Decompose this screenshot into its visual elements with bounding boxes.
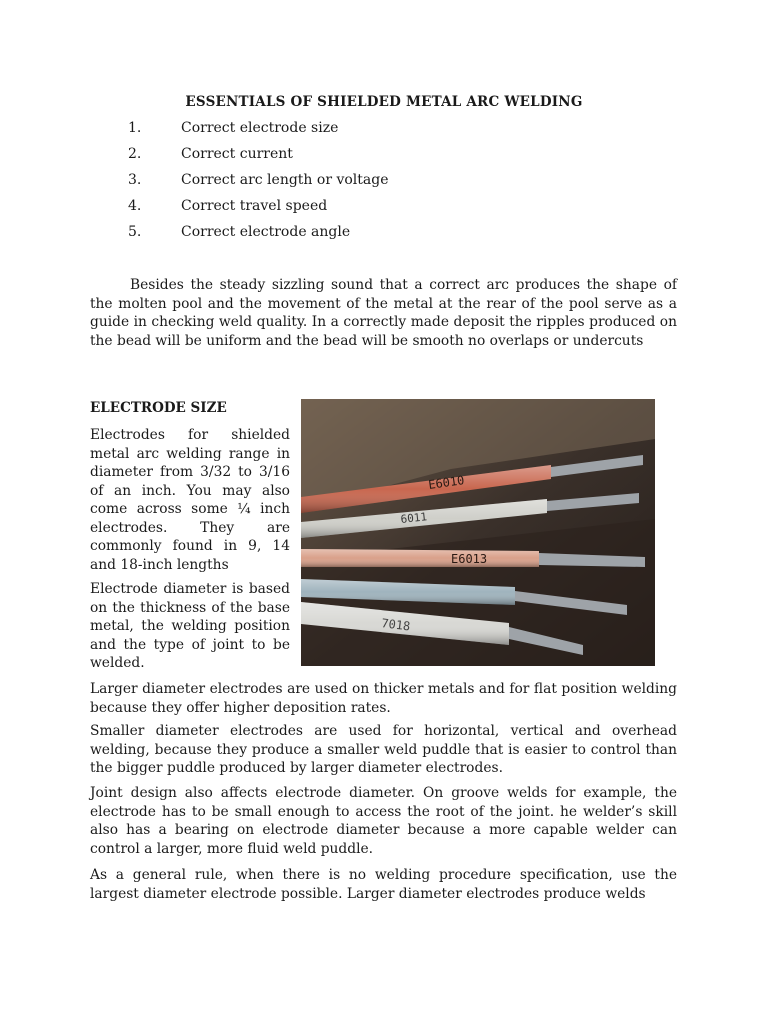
list-item — [128, 146, 528, 172]
list-item — [128, 172, 528, 198]
list-item — [128, 198, 528, 224]
list-number: 3. — [128, 172, 142, 188]
paragraph-electrode-diameter: Electrode diameter is based on the thickness of the base metal, the welding position and the type of joint to be welded. — [90, 581, 290, 671]
paragraph-electrode-range: Electrodes for shielded metal arc welding range in diameter from 3/32 to 3/16 of an inch. You may also come across some ¼ inch electrodes. They are commonly found in 9, 14 and 18-inch lengths — [90, 427, 290, 573]
paragraph-general-rule: As a general rule, when there is no welding procedure specification, use the largest diameter electrode possible. Larger diameter electrodes produce welds — [90, 867, 677, 902]
intro-paragraph: Besides the steady sizzling sound that a correct arc produces the shape of the molten pool and the movement of the metal at the rear of the pool serve as a guide in checking weld quality. In a correctly made deposit the ripples produced on the bead will be uniform and the bead will be smooth no overlaps or undercuts — [90, 277, 677, 349]
paragraph-smaller-electrodes: Smaller diameter electrodes are used for horizontal, vertical and overhead welding, because they produce a smaller weld puddle that is easier to control than the bigger puddle produced by larger diameter electrodes. — [90, 723, 677, 776]
essentials-list — [128, 120, 528, 250]
list-text: Correct electrode size — [181, 120, 339, 136]
list-number: 4. — [128, 198, 142, 214]
paragraph-larger-electrodes: Larger diameter electrodes are used on thicker metals and for flat position welding because they offer higher deposition rates. — [90, 681, 677, 716]
list-item — [128, 224, 528, 250]
list-text: Correct arc length or voltage — [181, 172, 389, 188]
electrode-label: E6010 — [427, 473, 466, 492]
list-text: Correct electrode angle — [181, 224, 351, 240]
list-number: 5. — [128, 224, 142, 240]
list-number: 2. — [128, 146, 142, 162]
list-text: Correct travel speed — [181, 198, 328, 214]
electrode-label: 6011 — [399, 510, 428, 526]
electrodes-illustration — [301, 399, 655, 666]
paragraph-joint-design: Joint design also affects electrode diameter. On groove welds for example, the electrode has to be small enough to access the root of the joint. he welder’s skill also has a bearing on electrode diameter because a more capable welder can control a larger, more fluid weld puddle. — [90, 785, 677, 857]
list-item — [128, 120, 528, 146]
document-title: ESSENTIALS OF SHIELDED METAL ARC WELDING — [185, 94, 583, 110]
section-heading-electrode-size: ELECTRODE SIZE — [90, 400, 227, 416]
list-number: 1. — [128, 120, 142, 136]
list-text: Correct current — [181, 146, 293, 162]
electrodes-photo — [301, 399, 655, 666]
electrode-label: E6013 — [451, 552, 488, 566]
electrode-label: 7018 — [380, 616, 412, 634]
